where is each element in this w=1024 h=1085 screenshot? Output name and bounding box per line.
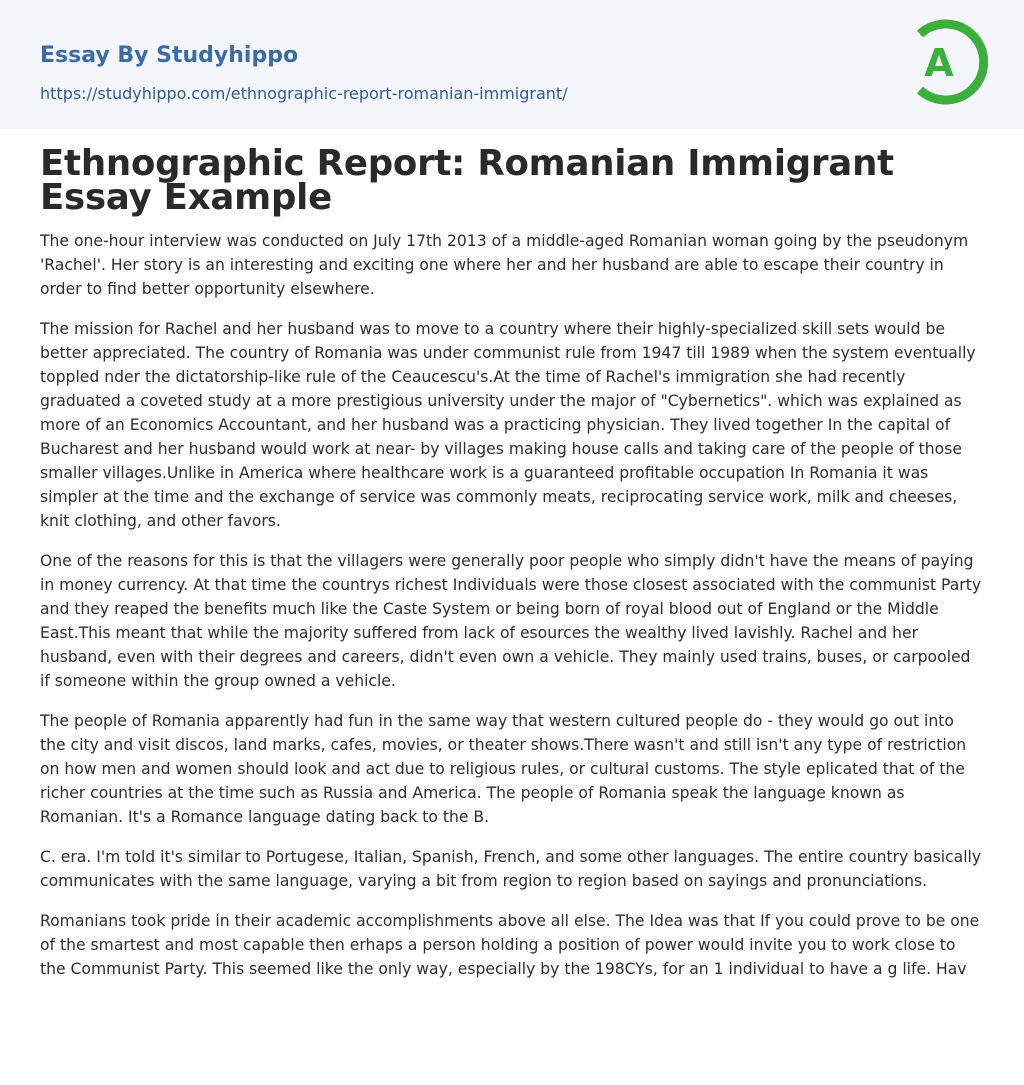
essay-paragraph: The people of Romania apparently had fun in the same way that western cultured people do - they would go out into the city and visit discos, land marks, cafes, movies, or theater shows.There wasn't and still isn't any type of restriction on how men and women should look and act due to religious rules, or cultural customs. The style eplicated that of the richer countries at the time such as Russia and America. The people of Romania speak the language known as Romanian. It's a Romance language dating back to the B. [40, 712, 967, 826]
page-title: Ethnographic Report: Romanian Immigrant Essay Example [40, 143, 894, 218]
essay-paragraph: One of the reasons for this is that the villagers were generally poor people who simply didn't have the means of paying in money currency. At that time the countrys richest Individuals were those closest associated with the communist Party and they reaped the benefits much like the Caste System or being born of royal blood out of England or the Middle East.This meant that while the majority suffered from lack of esources the wealthy lived lavishly. Rachel and her husband, even with their degrees and careers, didn't even own a vehicle. They mainly used trains, buses, or carpooled if someone within the group owned a vehicle. [40, 552, 982, 690]
site-header [0, 0, 1024, 129]
essay-paragraph: C. era. I'm told it's similar to Portugese, Italian, Spanish, French, and some other languages. The entire country basically communicates with the same language, varying a bit from region to region based on sayings and pronunciations. [40, 848, 982, 890]
essay-paragraph: The mission for Rachel and her husband was to move to a country where their highly-specialized skill sets would be better appreciated. The country of Romania was under communist rule from 1947 till 1989 when the system eventually toppled nder the dictatorship-like rule of the Ceaucescu's.At the time of Rachel's immigration she had recently graduated a coveted study at a more prestigious university under the major of "Cybernetics". which was explained as more of an Economics Accountant, and her husband was a practicing physician. They lived together In the capital of Bucharest and her husband would work at near- by villages making house calls and taking care of the people of those smaller villages.Unlike in America where healthcare work is a guaranteed profitable occupation In Romania it was simpler at the time and the exchange of service was commonly meats, reciprocating service work, milk and cheeses, knit clothing, and other favors. [40, 320, 976, 530]
logo-letter: A [924, 41, 954, 85]
essay-paragraph: The one-hour interview was conducted on July 17th 2013 of a middle-aged Romanian woman going by the pseudonym 'Rachel'. Her story is an interesting and exciting one where her and her husband are able to escape their country in order to find better opportunity elsewhere. [40, 232, 969, 298]
essay-content [40, 143, 984, 997]
studyhippo-logo-icon[interactable] [910, 18, 988, 106]
source-url-link[interactable]: https://studyhippo.com/ethnographic-report-romanian-immigrant/ [40, 84, 568, 103]
essay-paragraph: Romanians took pride in their academic accomplishments above all else. The Idea was that If you could prove to be one of the smartest and most capable then erhaps a person holding a position of power would invite you to work close to the Communist Party. This seemed like the only way, especially by the 198CYs, for an 1 individual to have a g life. Hav [40, 912, 980, 978]
site-title[interactable]: Essay By Studyhippo [40, 43, 299, 68]
